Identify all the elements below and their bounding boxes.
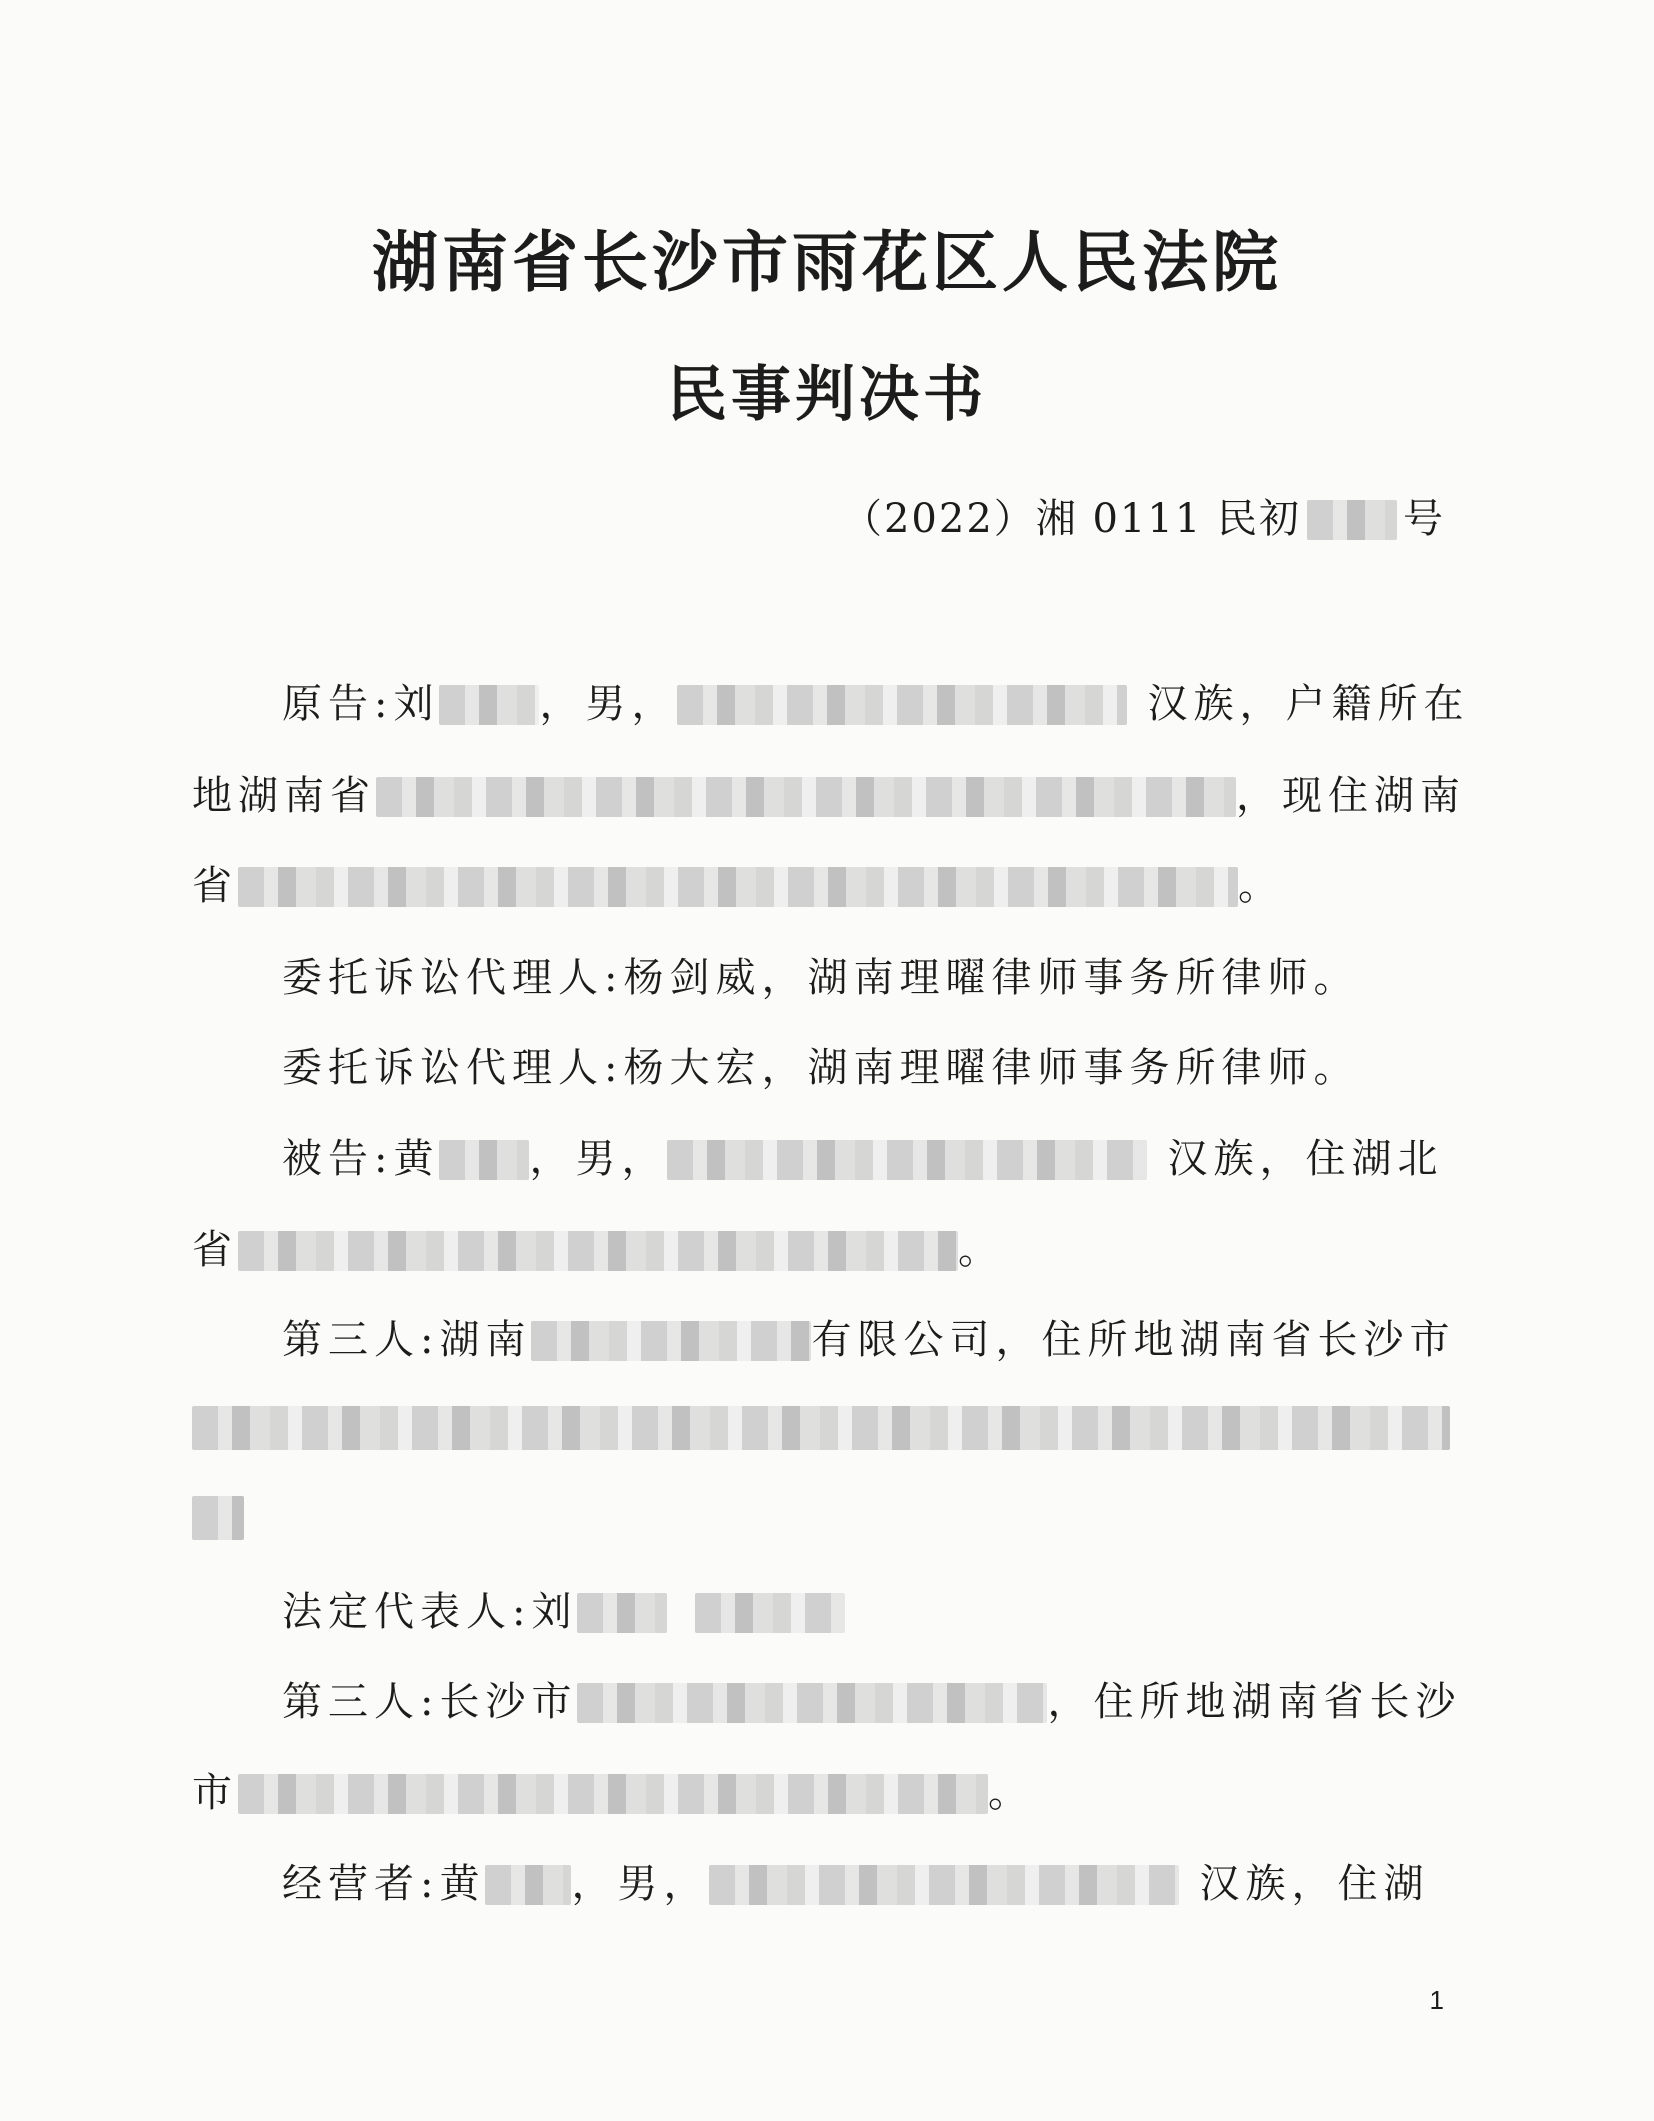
defendant-label: 被告: [282, 1136, 394, 1182]
redacted-name [577, 1593, 667, 1633]
third-party-name-start: 湖南 [439, 1317, 532, 1363]
operator-surname: 黄 [439, 1861, 486, 1907]
redacted-address [238, 1774, 988, 1814]
plaintiff-gender: ，男， [539, 681, 678, 727]
redacted-case-number [1307, 500, 1397, 540]
case-number-suffix: 号 [1403, 496, 1445, 542]
redacted-address [376, 777, 1236, 817]
plaintiff-ethnicity: 汉族，户籍所在 [1147, 681, 1470, 727]
operator-ethnicity: 汉族，住湖 [1199, 1861, 1430, 1907]
operator-label: 经营者: [282, 1861, 440, 1907]
third-party-2-line-2 [192, 1765, 1034, 1821]
page-number: 1 [1429, 1985, 1444, 2015]
operator-line-1 [282, 1856, 1429, 1912]
redacted-birthdate [677, 685, 1127, 725]
redacted-address [238, 867, 1238, 907]
case-number [842, 492, 1445, 546]
redacted-birthdate [667, 1140, 1147, 1180]
plaintiff-line-1 [282, 676, 1469, 732]
third-party-label: 第三人: [282, 1317, 440, 1363]
defendant-ethnicity: 汉族，住湖北 [1167, 1136, 1444, 1182]
third-party-address: ，住所地湖南省长沙 [1047, 1679, 1462, 1725]
defendant-surname: 黄 [393, 1136, 440, 1182]
plaintiff-line-2 [192, 768, 1466, 824]
defendant-address-start: 省 [192, 1227, 238, 1273]
case-number-prefix: （2022）湘 0111 民初 [841, 496, 1301, 542]
plaintiff-address-end: ，现住湖南 [1236, 773, 1466, 819]
document-title: 民事判决书 [667, 360, 987, 430]
defendant-gender: ，男， [529, 1136, 668, 1182]
third-party-name-start: 长沙市 [439, 1679, 578, 1725]
legal-rep-surname: 刘 [531, 1589, 578, 1635]
redacted-birthdate [709, 1865, 1179, 1905]
third-party-name-end: 有限公司，住所地湖南省长沙市 [811, 1317, 1456, 1363]
plaintiff-address-start: 地湖南省 [192, 773, 376, 819]
redacted-company-name [531, 1321, 811, 1361]
plaintiff-surname: 刘 [393, 681, 440, 727]
redacted-company-name [577, 1683, 1047, 1723]
plaintiff-residence-start: 省 [192, 863, 238, 909]
agent-label: 委托诉讼代理人: [282, 955, 624, 1001]
third-party-address-end: 。 [988, 1770, 1034, 1816]
third-party-1-line-1 [282, 1312, 1455, 1368]
court-title: 湖南省长沙市雨花区人民法院 [372, 223, 1282, 301]
redacted-name [485, 1865, 571, 1905]
redacted-name [439, 1140, 529, 1180]
third-party-2-line-1 [282, 1674, 1461, 1730]
operator-gender: ，男， [571, 1861, 710, 1907]
legal-rep-line [282, 1584, 845, 1640]
third-party-address-start: 市 [192, 1770, 238, 1816]
plaintiff-residence-end: 。 [1238, 863, 1284, 909]
agent-line-2 [282, 1040, 1359, 1096]
plaintiff-label: 原告: [282, 681, 394, 727]
redacted-address-line [192, 1406, 1450, 1450]
redacted-address [238, 1231, 958, 1271]
plaintiff-line-3 [192, 858, 1284, 914]
agent-line-1 [282, 950, 1359, 1006]
agent-text: 杨大宏，湖南理曜律师事务所律师。 [623, 1045, 1360, 1091]
third-party-label: 第三人: [282, 1679, 440, 1725]
agent-text: 杨剑威，湖南理曜律师事务所律师。 [623, 955, 1360, 1001]
defendant-address-end: 。 [958, 1227, 1004, 1273]
defendant-line-1 [282, 1131, 1443, 1187]
redacted-name [439, 685, 539, 725]
legal-rep-label: 法定代表人: [282, 1589, 532, 1635]
redacted-address-line [192, 1496, 244, 1540]
redacted-info [695, 1593, 845, 1633]
defendant-line-2 [192, 1222, 1004, 1278]
agent-label: 委托诉讼代理人: [282, 1045, 624, 1091]
